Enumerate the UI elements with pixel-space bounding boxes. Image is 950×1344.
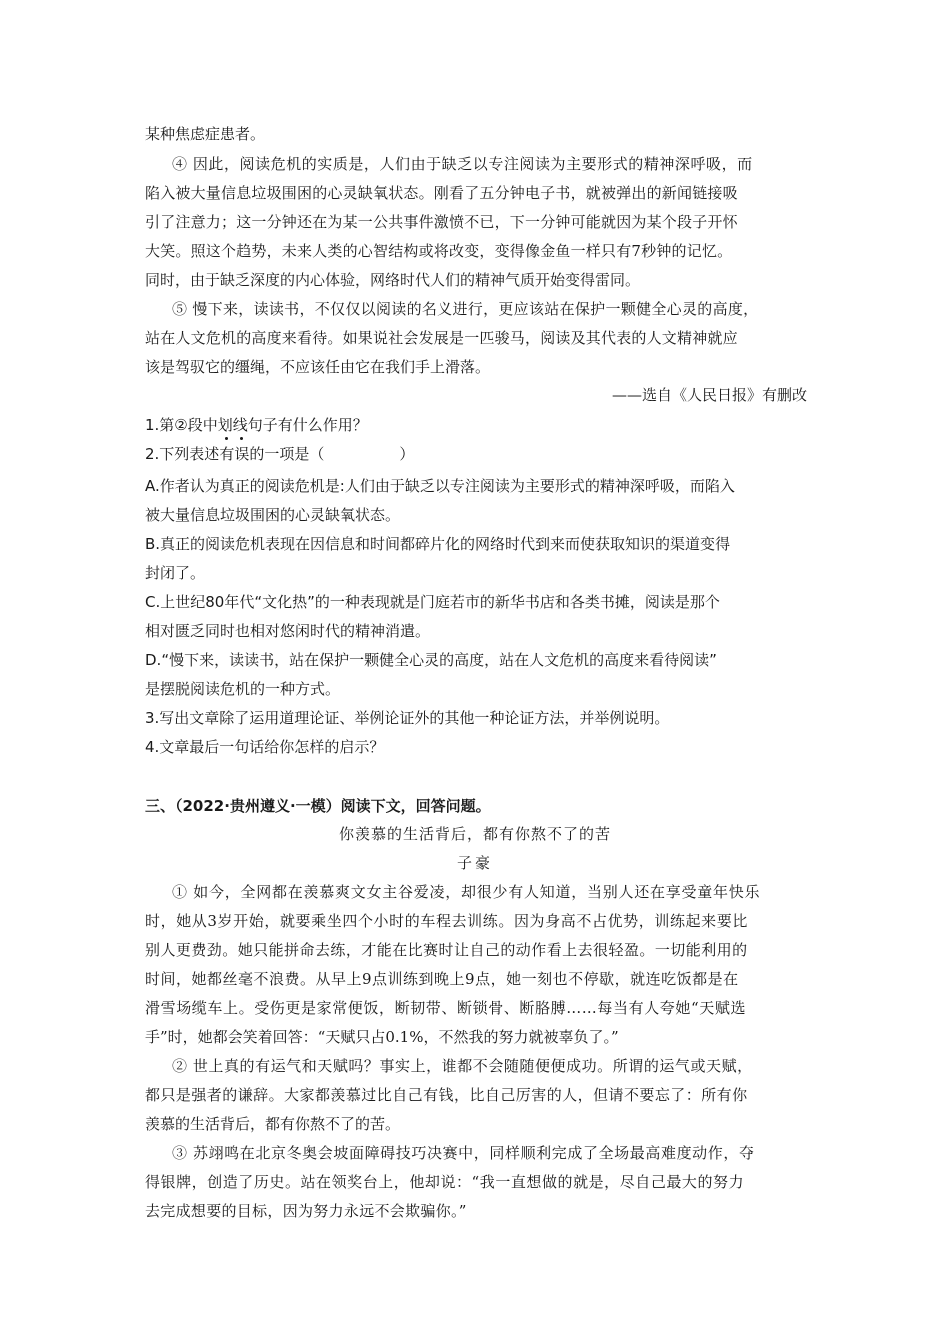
article-title: 你羡慕的生活背后，都有你熬不了的苦 (338, 825, 611, 843)
passage-line: 时间，她都丝毫不浪费。从早上9点训练到晚上9点，她一刻也不停歇，就连吃饭都是在 (145, 970, 739, 988)
passage-line: 别人更费劲。她只能拼命去练，才能在比赛时让自己的动作看上去很轻盈。一切能利用的 (145, 941, 748, 959)
passage-line: 该是驾驭它的缰绳，不应该任由它在我们手上滑落。 (145, 358, 491, 376)
paragraph-2-start: ② 世上真的有运气和天赋吗？事实上，谁都不会随随便便成功。所谓的运气或天赋， (172, 1057, 753, 1075)
passage-line: 去完成想要的目标，因为努力永远不会欺骗你。” (145, 1202, 467, 1220)
option-b-cont: 封闭了。 (145, 564, 206, 582)
option-d-cont: 是摆脱阅读危机的一种方式。 (145, 680, 341, 698)
passage-line: 手”时，她都会笑着回答：“天赋只占0.1%，不然我的努力就被辜负了。” (145, 1028, 619, 1046)
option-b: B.真正的阅读危机表现在因信息和时间都碎片化的网络时代到来而使获取知识的渠道变得 (145, 535, 731, 553)
question-2-suffix: 的一项是（ ） (249, 445, 415, 463)
passage-line: 大笑。照这个趋势，未来人类的心智结构或将改变，变得像金鱼一样只有7秒钟的记忆。 (145, 242, 733, 260)
option-c: C.上世纪80年代“文化热”的一种表现就是门庭若市的新华书店和各类书摊，阅读是那个 (145, 593, 720, 611)
question-3: 3.写出文章除了运用道理论证、举例论证外的其他一种论证方法，并举例说明。 (145, 709, 670, 727)
section-3-heading: 三、（2022·贵州遵义·一模）阅读下文，回答问题。 (145, 797, 491, 815)
passage-line: 都只是强者的谦辞。大家都羡慕过比自己有钱，比自己厉害的人，但请不要忘了：所有你 (145, 1086, 748, 1104)
paragraph-3-start: ③ 苏翊鸣在北京冬奥会坡面障碍技巧决赛中，同样顺利完成了全场最高难度动作，夺 (172, 1144, 755, 1162)
passage-line: 羡慕的生活背后，都有你熬不了的苦。 (145, 1115, 401, 1133)
question-2-prefix: 2.下列表述 (145, 445, 220, 463)
emphasis-char-2: 误 (234, 445, 250, 463)
passage-line: 引了注意力；这一分钟还在为某一公共事件激愤不已，下一分钟可能就因为某个段子开怀 (145, 213, 738, 231)
question-1: 1.第②段中划线句子有什么作用？ (145, 416, 368, 434)
passage-line: 陷入被大量信息垃圾围困的心灵缺氧状态。刚看了五分钟电子书，就被弹出的新闻链接吸 (145, 184, 738, 202)
question-2 (145, 443, 414, 464)
option-d: D.“慢下来，读读书，站在保护一颗健全心灵的高度，站在人文危机的高度来看待阅读” (145, 651, 717, 669)
passage-line: 站在人文危机的高度来看待。如果说社会发展是一匹骏马，阅读及其代表的人文精神就应 (145, 329, 738, 347)
passage-line: 某种焦虑症患者。 (145, 125, 266, 143)
option-a: A.作者认为真正的阅读危机是:人们由于缺乏以专注阅读为主要形式的精神深呼吸，而陷入 (145, 477, 735, 495)
paragraph-5-start: ⑤ 慢下来，读读书，不仅仅以阅读的名义进行，更应该站在保护一颗健全心灵的高度， (172, 300, 759, 318)
option-a-cont: 被大量信息垃圾围困的心灵缺氧状态。 (145, 506, 401, 524)
option-c-cont: 相对匮乏同时也相对悠闲时代的精神消遣。 (145, 622, 431, 640)
passage-line: 滑雪场缆车上。受伤更是家常便饭，断韧带、断锁骨、断胳膊……每当有人夸她“天赋选 (145, 999, 747, 1017)
paragraph-1-start: ① 如今，全网都在羡慕爽文女主谷爱凌，却很少有人知道，当别人还在享受童年快乐 (172, 883, 761, 901)
paragraph-4-start: ④ 因此，阅读危机的实质是，人们由于缺乏以专注阅读为主要形式的精神深呼吸，而 (172, 155, 753, 173)
question-4: 4.文章最后一句话给你怎样的启示？ (145, 738, 385, 756)
passage-line: 时，她从3岁开始，就要乘坐四个小时的车程去训练。因为身高不占优势，训练起来要比 (145, 912, 748, 930)
article-author: 子豪 (456, 854, 493, 872)
source-attribution: ——选自《人民日报》有删改 (611, 386, 807, 404)
passage-line: 得银牌，创造了历史。站在领奖台上，他却说：“我一直想做的就是，尽自己最大的努力 (145, 1173, 745, 1191)
passage-line: 同时，由于缺乏深度的内心体验，网络时代人们的精神气质开始变得雷同。 (145, 271, 641, 289)
emphasis-char-1: 有 (219, 445, 235, 463)
